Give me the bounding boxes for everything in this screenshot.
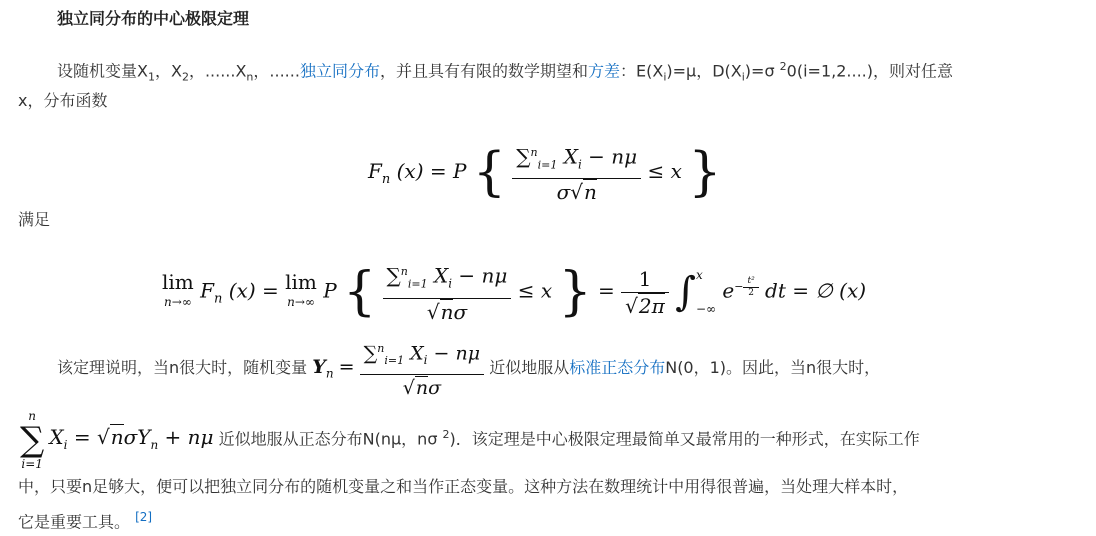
math-text: ≤ x [517,278,553,303]
fraction-denominator: 2 [748,287,754,298]
integral-symbol: ∫ [675,269,696,316]
paragraph-normal-approx [20,402,920,471]
sqrt-content: 2π [638,293,665,318]
text: 该定理说明，当n很大时，随机变量 [57,358,308,378]
math-text: dt = ∅ (x) [765,278,867,303]
math-text: − nμ [452,263,508,288]
paragraph-intro [57,55,953,90]
subscript: n [246,70,254,84]
math-symbol: X [433,263,449,288]
math-subscript: i [423,353,428,368]
math-subscript: i [448,276,453,291]
math-symbol: σ [453,299,468,324]
math-symbol: σ [428,377,442,400]
math-symbol: F [368,159,382,183]
sum-symbol: ∑ [516,144,531,169]
link-iid[interactable]: 独立同分布 [299,61,380,81]
text: N(0，1)。因此，当n很大时， [665,358,881,378]
math-subscript: n [150,438,159,453]
math-text: (x) = [228,278,279,303]
fraction-denominator: √nσ [426,299,468,324]
math-text: σY [123,425,151,450]
math-subscript: n [325,366,334,381]
subscript: i [663,70,667,84]
math-symbol: X [410,342,424,365]
math-subscript: n→∞ [163,295,192,310]
satisfy-label: 满足 [18,210,51,229]
fraction-numerator: t² [743,276,758,288]
subscript: 1 [147,70,155,84]
limit-operator [162,272,194,312]
math-text: + nμ [158,425,214,450]
math-text: − nμ [427,342,481,365]
paragraph-normal-approx-line2: 中，只要n足够大，便可以把独立同分布的随机变量之和当作正态变量。这种方法在数理统计中用得很普遍，当处理大样本时， [18,477,909,496]
text: 设随机变量X [57,61,148,81]
fraction [360,336,484,401]
fraction-numerator [383,259,512,299]
math-symbol: Y [312,356,326,379]
sum-symbol: ∑ [363,342,378,365]
math-text: lim [162,270,194,295]
right-brace: } [558,262,592,323]
math-subscript: i=1 [407,277,428,291]
text: ，并且具有有限的数学期望和 [379,61,588,81]
math-superscript: n [400,265,408,279]
exponent-fraction [743,276,758,299]
fraction [512,140,641,206]
sum-symbol: ∑ [386,263,401,288]
math-text: = [338,356,355,379]
sqrt-content: n [583,180,597,205]
text: ：E(X [619,61,664,81]
right-brace: } [688,142,722,203]
text: 0(i=1,2....)，则对任意 [786,61,953,81]
sum-symbol: ∑ [20,419,45,460]
integral-lower: −∞ [695,302,717,317]
sum-lower: i=1 [21,456,43,471]
fraction [383,259,512,325]
math-symbol: X [49,425,64,450]
fraction-denominator: σ√n [556,180,597,205]
exponent [734,275,758,298]
math-text: lim [285,270,317,295]
superscript: 2 [442,428,450,441]
superscript: 2 [779,60,787,73]
math-text: = [73,425,91,450]
math-subscript: n→∞ [287,295,315,310]
sum-expression: $X_i = √n\sigma Y_n + n\mu$ [49,425,214,453]
text: )=σ [744,61,780,81]
math-text: = [598,278,615,303]
paragraph-theorem-explanation [57,336,881,400]
math-subscript: n [381,172,391,187]
fraction-numerator [512,140,641,180]
fraction-numerator: 1 [621,266,669,293]
integral-upper: x [695,268,703,283]
text: )=μ，D(X [666,61,742,81]
math-text: ≤ x [647,159,682,183]
paragraph-intro-line2: x，分布函数 [18,91,108,110]
left-brace: { [343,262,377,323]
paragraph-normal-approx-line3 [18,505,152,534]
sqrt-content: n [415,377,429,400]
subscript: 2 [181,70,189,84]
limit-operator [285,272,317,312]
math-subscript: n [214,291,223,307]
integral-limits [696,258,716,326]
math-text: (x) = P [396,159,467,183]
formula-limit [162,252,866,322]
math-subscript: i=1 [384,354,405,368]
math-text: − nμ [581,144,638,169]
fraction-denominator: √nσ [402,377,442,400]
link-standard-normal[interactable]: 标准正态分布 [569,358,666,378]
text: ，......X [188,61,247,81]
text: ，X [154,61,182,81]
fraction [621,266,669,319]
text: 近似地服从 [489,358,570,378]
text: 它是重要工具。 [18,512,131,532]
sqrt-content: n [440,299,454,324]
fraction-numerator [360,336,484,375]
text: 近似地服从正态分布N(nμ，nσ [218,429,443,449]
math-subscript: i [577,157,582,172]
left-brace: { [472,142,506,203]
sum-upper: n [28,408,36,423]
math-symbol: X [563,144,578,169]
subscript: i [741,70,745,84]
citation-link[interactable]: [2] [135,510,153,524]
math-symbol: P [323,278,337,303]
math-symbol: σ [556,180,571,205]
formula-distribution-function [368,136,721,206]
text: )．该定理是中心极限定理最简单又最常用的一种形式，在实际工作 [449,429,920,449]
math-text: − [734,280,744,293]
sqrt-content: n [110,425,124,450]
math-superscript: n [377,342,385,355]
math-symbol: F [200,278,215,303]
math-superscript: n [530,145,538,159]
fraction-denominator: √2π [625,293,665,318]
math-subscript: i=1 [537,158,558,172]
math-symbol: e [722,278,735,303]
text: ，...... [253,61,300,81]
sum-operator [20,407,44,473]
section-heading: 独立同分布的中心极限定理 [57,9,250,28]
link-variance[interactable]: 方差 [587,61,620,81]
math-subscript: i [63,438,68,453]
